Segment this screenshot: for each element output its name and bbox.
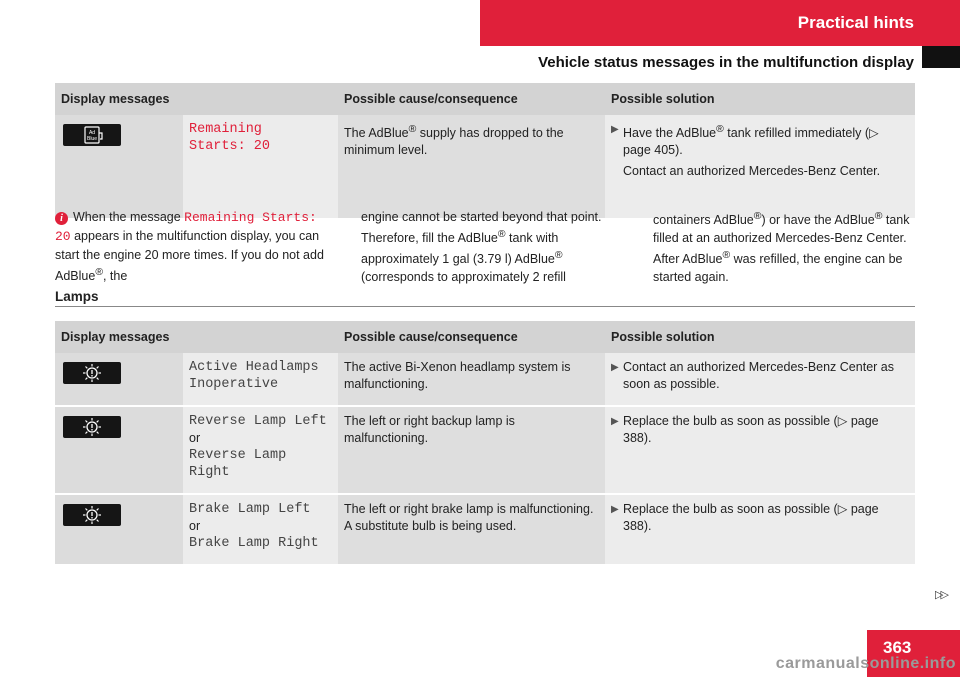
divider	[55, 306, 915, 307]
solution-text: page 388).	[623, 502, 879, 533]
message-line: Starts: 20	[189, 139, 271, 154]
icon-cell	[55, 353, 183, 406]
icon-cell	[55, 115, 183, 219]
cause-text: The AdBlue	[344, 126, 409, 141]
registered-mark: ®	[408, 124, 417, 135]
message-or: or	[189, 519, 201, 533]
section-title: Practical hints	[797, 13, 914, 32]
page-ref-icon: ▷	[869, 126, 879, 141]
solution-text: Contact an authorized Mercedes-Benz Center as soon as possible.	[623, 360, 894, 391]
solution-bullet	[611, 501, 909, 535]
solution-text: Have the AdBlue	[623, 126, 717, 141]
solution-bullet	[611, 121, 909, 159]
page-ref-icon: ▷	[837, 414, 848, 428]
message-line: Reverse Lamp Left	[189, 414, 327, 429]
table-row	[55, 494, 915, 565]
continue-marker: ▷▷	[935, 589, 946, 601]
note-text: When the message	[73, 210, 185, 224]
note-text: (corresponds to approximately 2 refill	[361, 270, 566, 285]
note-message-ref: Remaining Starts: 20	[55, 210, 317, 244]
page-ref-icon: ▷	[837, 502, 848, 516]
registered-mark: ®	[716, 124, 724, 135]
note-text: engine cannot be started beyond that point. Therefore, fill the AdBlue	[361, 210, 602, 246]
lamp-warning-icon	[63, 504, 121, 526]
registered-mark: ®	[497, 229, 506, 240]
adblue-icon-text-2: Blue	[86, 136, 98, 142]
solution-cell	[605, 494, 915, 565]
cause-cell: The active Bi-Xenon headlamp system is malfunctioning.	[338, 353, 605, 406]
message-line: Inoperative	[189, 377, 279, 392]
registered-mark: ®	[554, 250, 563, 262]
message-cell	[183, 494, 338, 565]
col-cause: Possible cause/consequence	[338, 321, 605, 353]
note-text: was refilled, the engine can be started again.	[653, 252, 903, 285]
solution-bullet	[611, 413, 909, 447]
message-line: Remaining	[189, 122, 262, 137]
registered-mark: ®	[95, 267, 103, 278]
bullet-arrow-icon: ▶	[611, 124, 619, 135]
note-text: , the	[102, 269, 128, 284]
lamp-warning-icon	[63, 416, 121, 438]
solution-text: Replace the bulb as soon as possible (	[623, 414, 838, 428]
adblue-icon	[63, 124, 121, 146]
note-text: tank filled at an authorized Mercedes-Benz Center. After AdBlue	[653, 213, 910, 267]
solution-text: Replace the bulb as soon as possible (	[623, 502, 838, 516]
bullet-arrow-icon: ▶	[611, 504, 619, 515]
solution-text: page 405).	[623, 143, 683, 158]
registered-mark: ®	[722, 250, 731, 262]
solution-bullet	[611, 359, 909, 393]
col-solution: Possible solution	[605, 321, 915, 353]
solution-extra: Contact an authorized Mercedes-Benz Center.	[623, 164, 881, 179]
col-cause: Possible cause/consequence	[338, 83, 605, 115]
note-col-2	[361, 208, 633, 286]
col-display-messages: Display messages	[55, 83, 338, 115]
note-text: tank with approximately 1 gal (3.79 l) AdBlue	[361, 231, 559, 267]
lamps-heading: Lamps	[55, 289, 99, 304]
note-col-3	[653, 208, 917, 286]
note-col-1	[55, 208, 335, 285]
cause-cell: The left or right brake lamp is malfunctioning. A substitute bulb is being used.	[338, 494, 605, 565]
solution-cell	[605, 406, 915, 494]
info-icon: i	[55, 212, 68, 225]
lamp-warning-icon	[63, 362, 121, 384]
bullet-arrow-icon: ▶	[611, 362, 619, 373]
solution-cell	[605, 115, 915, 219]
message-or: or	[189, 431, 201, 445]
message-line: Brake Lamp Left	[189, 502, 311, 517]
registered-mark: ®	[753, 211, 762, 222]
note-text: containers AdBlue	[653, 213, 754, 228]
adblue-table	[55, 83, 915, 220]
adblue-icon-text-1: Ad	[88, 130, 96, 136]
section-tab	[922, 46, 960, 68]
message-line: Active Headlamps	[189, 360, 319, 375]
solution-text: tank refilled immediately (	[723, 126, 869, 141]
table-row	[55, 406, 915, 494]
message-cell	[183, 353, 338, 406]
page-subtitle: Vehicle status messages in the multifunction display	[538, 54, 914, 71]
icon-cell	[55, 494, 183, 565]
lamps-table	[55, 321, 915, 566]
table-row	[55, 115, 915, 219]
message-cell	[183, 406, 338, 494]
message-line: Brake Lamp Right	[189, 536, 319, 551]
watermark: carmanualsonline.info	[775, 655, 956, 672]
bullet-arrow-icon: ▶	[611, 416, 619, 427]
message-cell	[183, 115, 338, 219]
section-header	[480, 0, 960, 46]
cause-text: supply has dropped to the minimum level.	[344, 126, 564, 158]
icon-cell	[55, 406, 183, 494]
cause-cell	[338, 115, 605, 219]
note-text: appears in the multifunction display, you can start the engine 20 more times. If you do not add AdBlue	[55, 229, 324, 284]
solution-cell	[605, 353, 915, 406]
note-text: ) or have the AdBlue	[761, 213, 875, 228]
cause-cell: The left or right backup lamp is malfunctioning.	[338, 406, 605, 494]
solution-text: page 388).	[623, 414, 879, 445]
col-solution: Possible solution	[605, 83, 915, 115]
table-row	[55, 353, 915, 406]
registered-mark: ®	[874, 211, 883, 222]
col-display-messages: Display messages	[55, 321, 338, 353]
message-line: Reverse Lamp Right	[189, 448, 287, 480]
page-number: 363	[867, 630, 960, 677]
